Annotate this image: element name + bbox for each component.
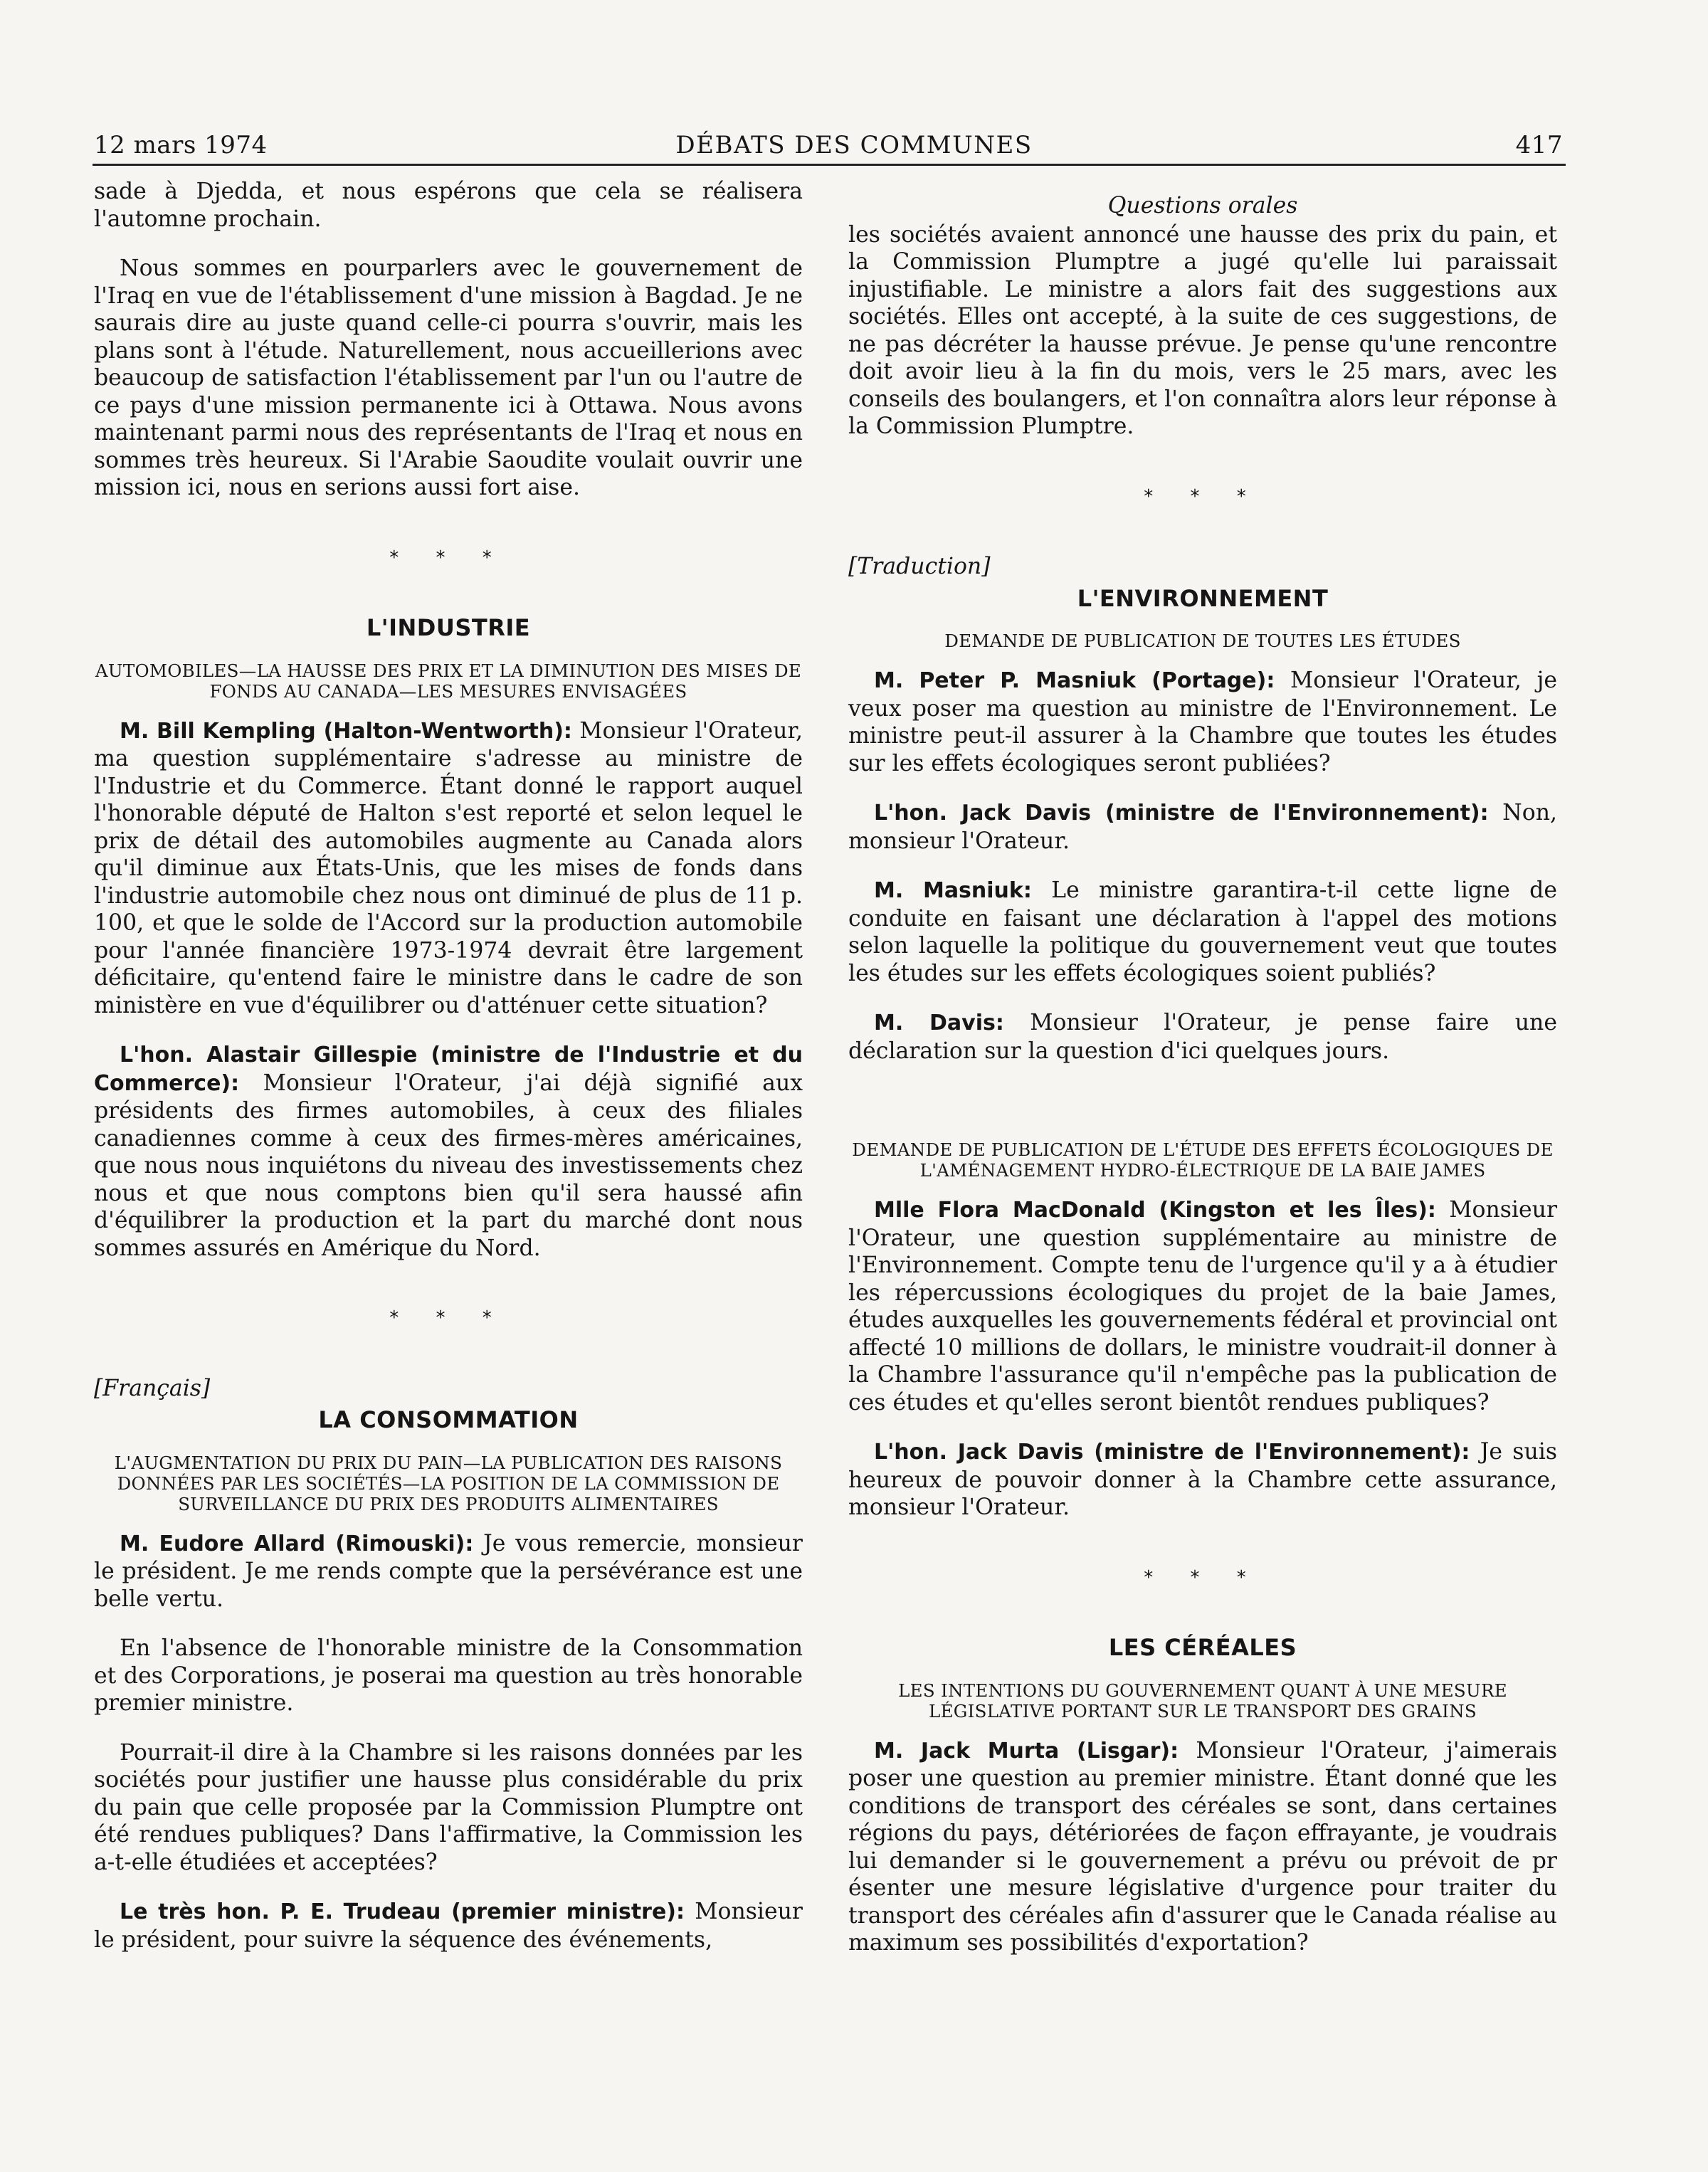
speaker: M. Davis: (874, 1011, 1004, 1035)
speaker: M. Peter P. Masniuk (Portage): (874, 668, 1275, 693)
speaker: L'hon. Alastair Gillespie (ministre de l'Industrie et du Commerce): (94, 1043, 803, 1096)
header-rule (93, 164, 1566, 166)
speech-text: Monsieur l'Orateur, je veux poser ma question au ministre de l'Environnement. Le ministre peut-il assurer à la Chambre que toutes les études sur les effets écologiques seront publiées? (848, 668, 1557, 776)
speech-text: Monsieur l'Orateur, j'aimerais poser une question au premier ministre. Étant donné que les conditions de transport des céréales se sont, dans certaines régions du pays, détériorées de façon effrayante, je voudrais lui demander si le gouvernement a prévu ou prévoit de pr ésenter une mesure législative d'urgence pour traiter du transport des céréales afin d'assurer que le Canada réalise au maximum ses possibilités d'exportation? (848, 1737, 1557, 1956)
subheading: DEMANDE DE PUBLICATION DE L'ÉTUDE DES EFFETS ÉCOLOGIQUES DE L'AMÉNAGEMENT HYDRO-ÉLECTRIQUE DE LA BAIE JAMES (852, 1139, 1554, 1181)
subheading: LES INTENTIONS DU GOUVERNEMENT QUANT À UNE MESURE LÉGISLATIVE PORTANT SUR LE TRANSPORT DES GRAINS (898, 1680, 1507, 1722)
left-column (94, 178, 803, 1976)
intervention (848, 1196, 1557, 1416)
speaker: M. Masniuk: (874, 878, 1032, 903)
subheading: AUTOMOBILES—LA HAUSSE DES PRIX ET LA DIMINUTION DES MISES DE FONDS AU CANADA—LES MESURES ENVISAGÉES (95, 660, 802, 702)
intervention (848, 1438, 1557, 1522)
section-separator: * * * (389, 1307, 507, 1329)
speaker: L'hon. Jack Davis (ministre de l'Environnement): (874, 801, 1489, 826)
speech-text: Monsieur l'Orateur, ma question supplémentaire s'adresse au ministre de l'Industrie et du Commerce. Étant donné le rapport auquel l'honorable député de Halton s'est reporté et selon lequel le prix de détail des automobiles augmente au Canada alors qu'il diminue aux États-Unis, que les mises de fonds dans l'industrie automobile chez nous ont diminué de plus de 11 p. 100, et que le solde de l'Accord sur la production automobile pour l'année financière 1973-1974 devrait être largement déficitaire, qu'entend faire le ministre dans le cadre de son ministère en vue d'équilibrer ou d'atténuer cette situation? (94, 717, 803, 1018)
running-head: Questions orales (1107, 193, 1298, 218)
paragraph: Pourrait-il dire à la Chambre si les raisons données par les sociétés pour justifier une hausse plus considérable du prix du pain que celle proposée par la Commission Plumptre ont été rendues publiques? Dans l'affirmative, la Commission les a-t-elle étudiées et acceptées? (94, 1739, 803, 1875)
speech-text: Monsieur l'Orateur, je pense faire une déclaration sur la question d'ici quelques jours. (848, 1010, 1557, 1064)
speaker: L'hon. Jack Davis (ministre de l'Environnement): (874, 1440, 1470, 1465)
section-separator: * * * (1144, 1566, 1262, 1588)
speaker: M. Bill Kempling (Halton-Wentworth): (120, 718, 572, 744)
right-column (848, 178, 1557, 1979)
section-separator: * * * (1144, 485, 1262, 507)
subheading: L'AUGMENTATION DU PRIX DU PAIN—LA PUBLICATION DES RAISONS DONNÉES PAR LES SOCIÉTÉS—LA POSITION DE LA COMMISSION DE SURVEILLANCE DU PRIX DES PRODUITS ALIMENTAIRES (114, 1452, 783, 1514)
section-separator: * * * (389, 547, 507, 569)
speaker: Le très hon. P. E. Trudeau (premier ministre): (120, 1899, 685, 1924)
section-heading-cereales: LES CÉRÉALES (1108, 1634, 1297, 1661)
speaker: Mlle Flora MacDonald (Kingston et les Îles): (874, 1198, 1436, 1223)
speech-text: Je vous remercie, monsieur le président. Je me rends compte que la persévérance est une belle vertu. (94, 1530, 803, 1612)
speech-text: Monsieur l'Orateur, j'ai déjà signifié aux présidents des firmes automobiles, à ceux des filiales canadiennes comme à ceux des firmes-mères américaines, que nous nous inquiétons du niveau des investissements chez nous et que nous comptons bien qu'il sera haussé afin d'équilibrer la production et la part du marché dont nous sommes assurés en Amérique du Nord. (94, 1070, 803, 1261)
intervention (848, 799, 1557, 855)
section-heading-consommation: LA CONSOMMATION (318, 1406, 579, 1433)
intervention (94, 1041, 803, 1262)
speech-text: Non, monsieur l'Orateur. (848, 800, 1558, 854)
language-note: [Traduction] (848, 554, 991, 579)
speech-text: Je suis heureux de pouvoir donner à la Chambre cette assurance, monsieur l'Orateur. (848, 1439, 1557, 1520)
intervention (848, 1737, 1557, 1957)
section-heading-environnement: L'ENVIRONNEMENT (1077, 584, 1329, 612)
section-heading-industrie: L'INDUSTRIE (366, 614, 531, 641)
speech-text: Monsieur le président, pour suivre la séquence des événements, (94, 1899, 803, 1953)
header-date: 12 mars 1974 (94, 131, 268, 159)
page-number: 417 (1515, 131, 1563, 159)
intervention (94, 1898, 803, 1954)
speech-text: Monsieur l'Orateur, une question supplémentaire au ministre de l'Environnement. Compte tenu de l'urgence qu'il y a à étudier les répercussions écologiques du projet de la baie James, études auxquelles les gouvernements fédéral et provincial ont affecté 10 millions de dollars, le ministre voudrait-il donner à la Chambre l'assurance qu'il n'empêche pas la publication de ces études et qu'elles seront bientôt rendues publiques? (848, 1197, 1557, 1416)
intervention (94, 717, 803, 1020)
paragraph: En l'absence de l'honorable ministre de la Consommation et des Corporations, je poserai ma question au très honorable premier ministre. (94, 1635, 803, 1716)
language-note: [Français] (94, 1375, 211, 1401)
subheading: DEMANDE DE PUBLICATION DE TOUTES LES ÉTUDES (944, 631, 1461, 651)
paragraph: sade à Djedda, et nous espérons que cela se réalisera l'automne prochain. (94, 179, 803, 232)
intervention (94, 1530, 803, 1613)
spacer (848, 1087, 1557, 1139)
paragraph: les sociétés avaient annoncé une hausse des prix du pain, et la Commission Plumptre a jugé qu'elle lui paraissait injustifiable. Le ministre a alors fait des suggestions aux sociétés. Elles ont accepté, à la suite de ces suggestions, de ne pas décréter la hausse prévue. Je pense qu'une rencontre doit avoir lieu à la fin du mois, vers le 25 mars, avec les conseils des boulangers, et l'on connaîtra alors leur réponse à la Commission Plumptre. (848, 221, 1557, 439)
paragraph: Nous sommes en pourparlers avec le gouvernement de l'Iraq en vue de l'établissement d'une mission à Bagdad. Je ne saurais dire au juste quand celle-ci pourra s'ouvrir, mais les plans sont à l'étude. Naturellement, nous accueillerions avec beaucoup de satisfaction l'établissement par l'un ou l'autre de ce pays d'une mission permanente ici à Ottawa. Nous avons maintenant parmi nous des représentants de l'Iraq et nous en sommes très heureux. Si l'Arabie Saoudite voulait ouvrir une mission ici, nous en serions aussi fort aise. (94, 255, 803, 500)
intervention (848, 1009, 1557, 1065)
intervention (848, 877, 1557, 987)
speaker: M. Eudore Allard (Rimouski): (120, 1531, 474, 1556)
speech-text: Le ministre garantira-t-il cette ligne de conduite en faisant une déclaration à l'appel des motions selon laquelle la politique du gouvernement veut que toutes les études sur les effets écologiques soient publiés? (848, 877, 1557, 986)
intervention (848, 667, 1557, 777)
speaker: M. Jack Murta (Lisgar): (874, 1738, 1179, 1764)
header-title: DÉBATS DES COMMUNES (675, 131, 1033, 159)
